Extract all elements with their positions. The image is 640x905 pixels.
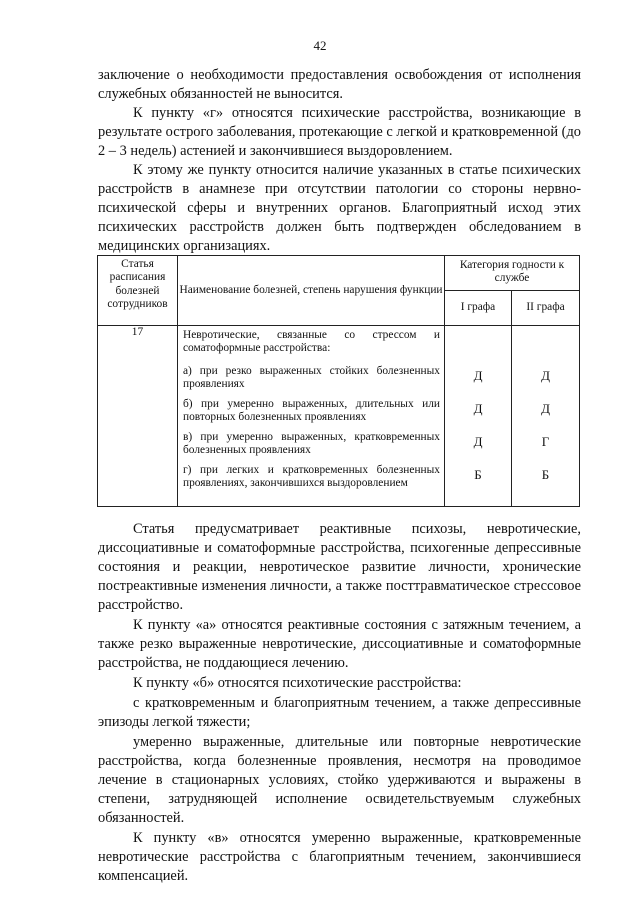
table-row [98,325,580,506]
grade-value: Д [473,367,483,383]
grade-column-1 [445,325,512,506]
header-disease-name: Наименование болезней, степень нарушения функции [178,256,445,326]
body-paragraph: с кратковременным и благоприятным течением, а также депрессивные эпизоды легкой тяжести; [98,695,581,730]
intro-text [98,66,581,256]
body-text [98,520,581,886]
page-number: 42 [313,38,327,53]
article-number: 17 [98,325,178,506]
disease-intro: Невротические, связанные со стрессом и соматоформные расстройства: [183,328,440,355]
disease-item: а) при резко выраженных стойких болезненных проявлениях [183,364,440,391]
fitness-category-table [97,255,580,507]
grade-value: Б [541,466,550,482]
grade-value: Г [541,433,550,449]
header-article: Статья расписания болезней сотрудников [98,256,178,326]
header-column-1: I графа [445,290,512,325]
body-paragraph: К пункту «в» относятся умеренно выраженные, кратковременные невротические расстройства с благоприятным течением, закончившиеся компенсацией. [98,830,581,884]
body-paragraph: К пункту «а» относятся реактивные состояния с затяжным течением, а также резко выраженные невротические, диссоциативные и соматоформные расстройства, не поддающиеся лечению. [98,617,581,671]
grade-value: Д [541,400,550,416]
grade-value: Д [473,433,483,449]
disease-cell [178,325,445,506]
disease-item: г) при легких и кратковременных болезненных проявлениях, закончившихся выздоровлением [183,463,440,490]
intro-paragraph: заключение о необходимости предоставления освобождения от исполнения служебных обязанностей не выносится. [98,67,581,102]
body-paragraph: умеренно выраженные, длительные или повторные невротические расстройства, когда болезненные проявления, несмотря на проводимое лечение в стационарных условиях, стойко удерживаются и выражены в степени, затрудняющей исполнение освидетельствуемым служебных обязанностей. [98,734,581,826]
disease-item: б) при умеренно выраженных, длительных или повторных болезненных проявлениях [183,397,440,424]
body-paragraph: К пункту «б» относятся психотические расстройства: [133,675,462,691]
header-column-2: II графа [512,290,580,325]
disease-item: в) при умеренно выраженных, кратковременных болезненных проявлениях [183,430,440,457]
grade-value: Б [474,466,482,482]
body-paragraph: Статья предусматривает реактивные психозы, невротические, диссоциативные и соматоформные расстройства, психогенные депрессивные состояния и реакции, невротическое развитие личности, хронические постреактивные изменения личности, а также посттравматическое стрессовое расстройство. [98,521,581,613]
intro-paragraph: К этому же пункту относится наличие указанных в статье психических расстройств в анамнезе при отсутствии патологии со стороны нервно-психической сферы и внутренних органов. Благоприятный исход этих психических расстройств должен быть подтвержден обследованием в медицинских организациях. [98,162,581,254]
intro-paragraph: К пункту «г» относятся психические расстройства, возникающие в результате острого заболевания, протекающие с легкой и кратковременной (до 2 – 3 недель) астенией и закончившиеся выздоровлением. [98,105,581,159]
grade-value: Д [541,367,550,383]
grade-value: Д [473,400,483,416]
header-fitness-category: Категория годности к службе [445,256,580,291]
grade-column-2 [512,325,580,506]
